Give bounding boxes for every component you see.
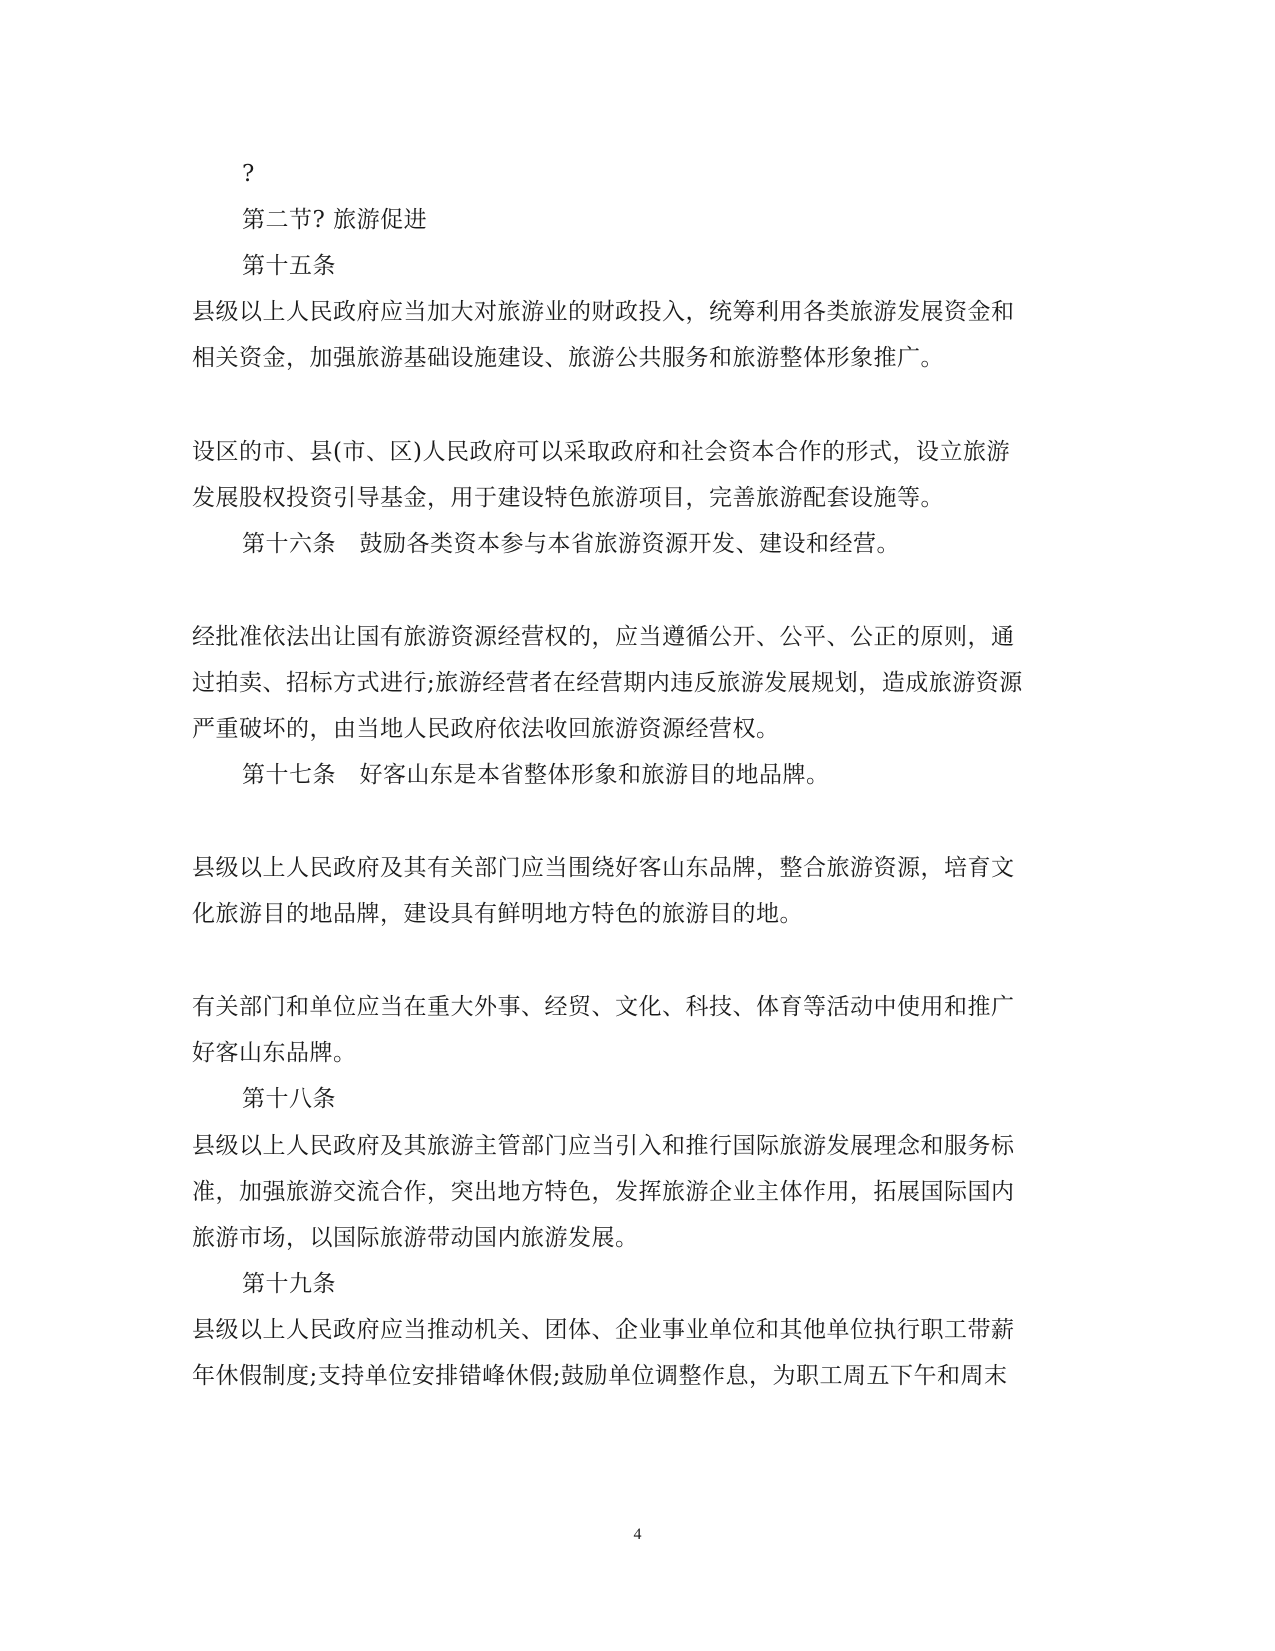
paragraph-line: 设区的市、县(市、区)人民政府可以采取政府和社会资本合作的形式，设立旅游 bbox=[192, 439, 1010, 465]
paragraph-line: 经批准依法出让国有旅游资源经营权的，应当遵循公开、公平、公正的原则，通 bbox=[192, 624, 1015, 650]
paragraph-line: 化旅游目的地品牌，建设具有鲜明地方特色的旅游目的地。 bbox=[192, 901, 803, 927]
article-heading: 第十九条 bbox=[242, 1271, 336, 1297]
section-heading: 第二节? 旅游促进 bbox=[242, 207, 428, 233]
article-heading: 第十七条 好客山东是本省整体形象和旅游目的地品牌。 bbox=[242, 762, 830, 788]
paragraph-line: 准，加强旅游交流合作，突出地方特色，发挥旅游企业主体作用，拓展国际国内 bbox=[192, 1179, 1015, 1205]
paragraph-line: 好客山东品牌。 bbox=[192, 1040, 357, 1066]
paragraph-line: 有关部门和单位应当在重大外事、经贸、文化、科技、体育等活动中使用和推广 bbox=[192, 994, 1015, 1020]
paragraph-line: 县级以上人民政府应当推动机关、团体、企业事业单位和其他单位执行职工带薪 bbox=[192, 1317, 1015, 1343]
paragraph-line: 相关资金，加强旅游基础设施建设、旅游公共服务和旅游整体形象推广。 bbox=[192, 345, 944, 371]
paragraph-line: 严重破坏的，由当地人民政府依法收回旅游资源经营权。 bbox=[192, 716, 780, 742]
paragraph-line: 县级以上人民政府应当加大对旅游业的财政投入，统筹利用各类旅游发展资金和 bbox=[192, 299, 1015, 325]
paragraph-line: 年休假制度;支持单位安排错峰休假;鼓励单位调整作息，为职工周五下午和周末 bbox=[192, 1363, 1008, 1389]
paragraph-line: 县级以上人民政府及其旅游主管部门应当引入和推行国际旅游发展理念和服务标 bbox=[192, 1133, 1015, 1159]
text-line: ? bbox=[242, 161, 255, 187]
paragraph-line: 县级以上人民政府及其有关部门应当围绕好客山东品牌，整合旅游资源，培育文 bbox=[192, 855, 1015, 881]
paragraph-line: 旅游市场，以国际旅游带动国内旅游发展。 bbox=[192, 1225, 639, 1251]
paragraph-line: 发展股权投资引导基金，用于建设特色旅游项目，完善旅游配套设施等。 bbox=[192, 485, 944, 511]
paragraph-line: 过拍卖、招标方式进行;旅游经营者在经营期内违反旅游发展规划，造成旅游资源 bbox=[192, 670, 1023, 696]
page-number: 4 bbox=[633, 1526, 642, 1543]
article-heading: 第十八条 bbox=[242, 1086, 336, 1112]
article-heading: 第十五条 bbox=[242, 253, 336, 279]
article-heading: 第十六条 鼓励各类资本参与本省旅游资源开发、建设和经营。 bbox=[242, 531, 900, 557]
